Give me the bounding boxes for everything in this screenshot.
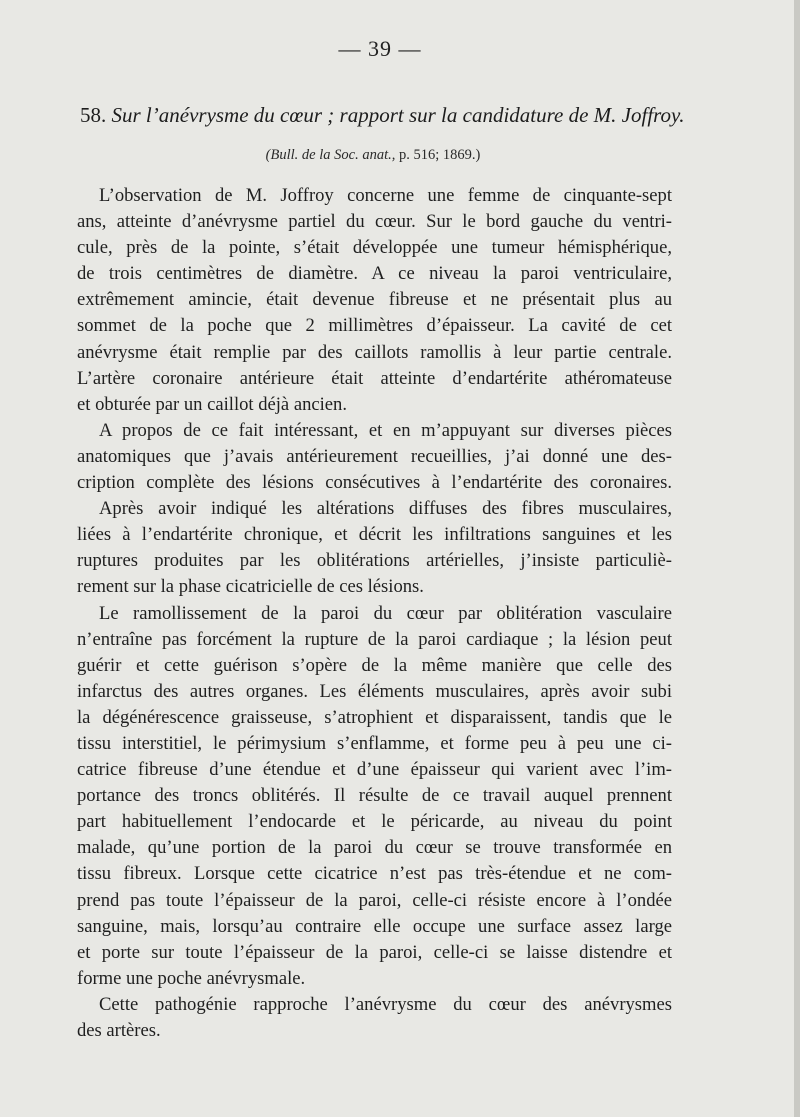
citation-source: (Bull. de la Soc. anat., — [265, 147, 396, 163]
scan-edge — [794, 0, 800, 1117]
text-line: anatomiques que j’avais antérieurement recueillies, j’ai donné une des- — [77, 445, 672, 467]
text-line: ans, atteinte d’anévrysme partiel du cœur. Sur le bord gauche du ventri- — [77, 211, 672, 233]
text-line: tissu fibreux. Lorsque cette cicatrice n’est pas très-étendue et ne com- — [77, 863, 672, 885]
text-line: forme une poche anévrysmale. — [77, 967, 306, 989]
text-line: n’entraîne pas forcément la rupture de la paroi cardiaque ; la lésion peut — [77, 628, 672, 650]
text-line: ruptures produites par les oblitérations artérielles, j’insiste particuliè- — [77, 550, 672, 572]
text-line: et porte sur toute l’épaisseur de la paroi, celle-ci se laisse distendre et — [77, 941, 672, 963]
text-line: tissu interstitiel, le périmysium s’enflamme, et forme peu à peu une ci- — [77, 732, 672, 754]
text-line: Le ramollissement de la paroi du cœur par oblitération vasculaire — [99, 602, 672, 624]
text-line: des artères. — [77, 1020, 161, 1041]
citation-rest: p. 516; 1869.) — [398, 147, 481, 163]
text-line: part habituellement l’endocarde et le péricarde, au niveau du point — [77, 811, 672, 833]
text-line: catrice fibreuse d’une étendue et d’une épaisseur qui varient avec l’im- — [77, 759, 672, 781]
text-line: prend pas toute l’épaisseur de la paroi, celle-ci résiste encore à l’ondée — [77, 889, 672, 911]
text-line: L’observation de M. Joffroy concerne une femme de cinquante-sept — [99, 185, 672, 206]
text-line: cule, près de la pointe, s’était développée une tumeur hémisphérique, — [77, 237, 672, 259]
body-text — [77, 183, 672, 1044]
article-title: Sur l’anévrysme du cœur ; rapport sur la candidature de M. Joffroy. — [111, 103, 685, 127]
article-number: 58. — [80, 103, 107, 127]
text-line: portance des troncs oblitérés. Il résulte de ce travail auquel prennent — [77, 785, 672, 807]
text-line: Cette pathogénie rapproche l’anévrysme du cœur des anévrysmes — [99, 993, 672, 1015]
text-line: rement sur la phase cicatricielle de ces lésions. — [77, 576, 424, 598]
text-line: Après avoir indiqué les altérations diffuses des fibres musculaires, — [99, 498, 672, 520]
text-line: sommet de la poche que 2 millimètres d’épaisseur. La cavité de cet — [77, 315, 672, 337]
article-heading — [80, 103, 685, 128]
text-line: infarctus des autres organes. Les éléments musculaires, après avoir subi — [77, 680, 672, 702]
text-line: sanguine, mais, lorsqu’au contraire elle occupe une surface assez large — [77, 915, 672, 937]
text-line: de trois centimètres de diamètre. A ce niveau la paroi ventriculaire, — [77, 263, 672, 285]
text-line: et obturée par un caillot déjà ancien. — [77, 393, 347, 415]
page-number: — 39 — — [338, 36, 422, 61]
text-line: guérir et cette guérison s’opère de la même manière que celle des — [77, 654, 672, 676]
text-line: A propos de ce fait intéressant, et en m’appuyant sur diverses pièces — [99, 419, 672, 441]
text-line: L’artère coronaire antérieure était atteinte d’endartérite athéromateuse — [77, 367, 672, 389]
text-line: liées à l’endartérite chronique, et décrit les infiltrations sanguines et les — [77, 524, 672, 546]
text-line: la dégénérescence graisseuse, s’atrophient et disparaissent, tandis que le — [77, 706, 672, 728]
text-line: anévrysme était remplie par des caillots ramollis à leur partie centrale. — [77, 341, 672, 363]
text-line: extrêmement amincie, était devenue fibreuse et ne présentait plus au — [77, 289, 672, 311]
text-line: cription complète des lésions consécutives à l’endartérite des coronaires. — [77, 472, 672, 494]
article-citation — [0, 147, 746, 164]
text-line: malade, qu’une portion de la paroi du cœur se trouve transformée en — [77, 837, 672, 859]
